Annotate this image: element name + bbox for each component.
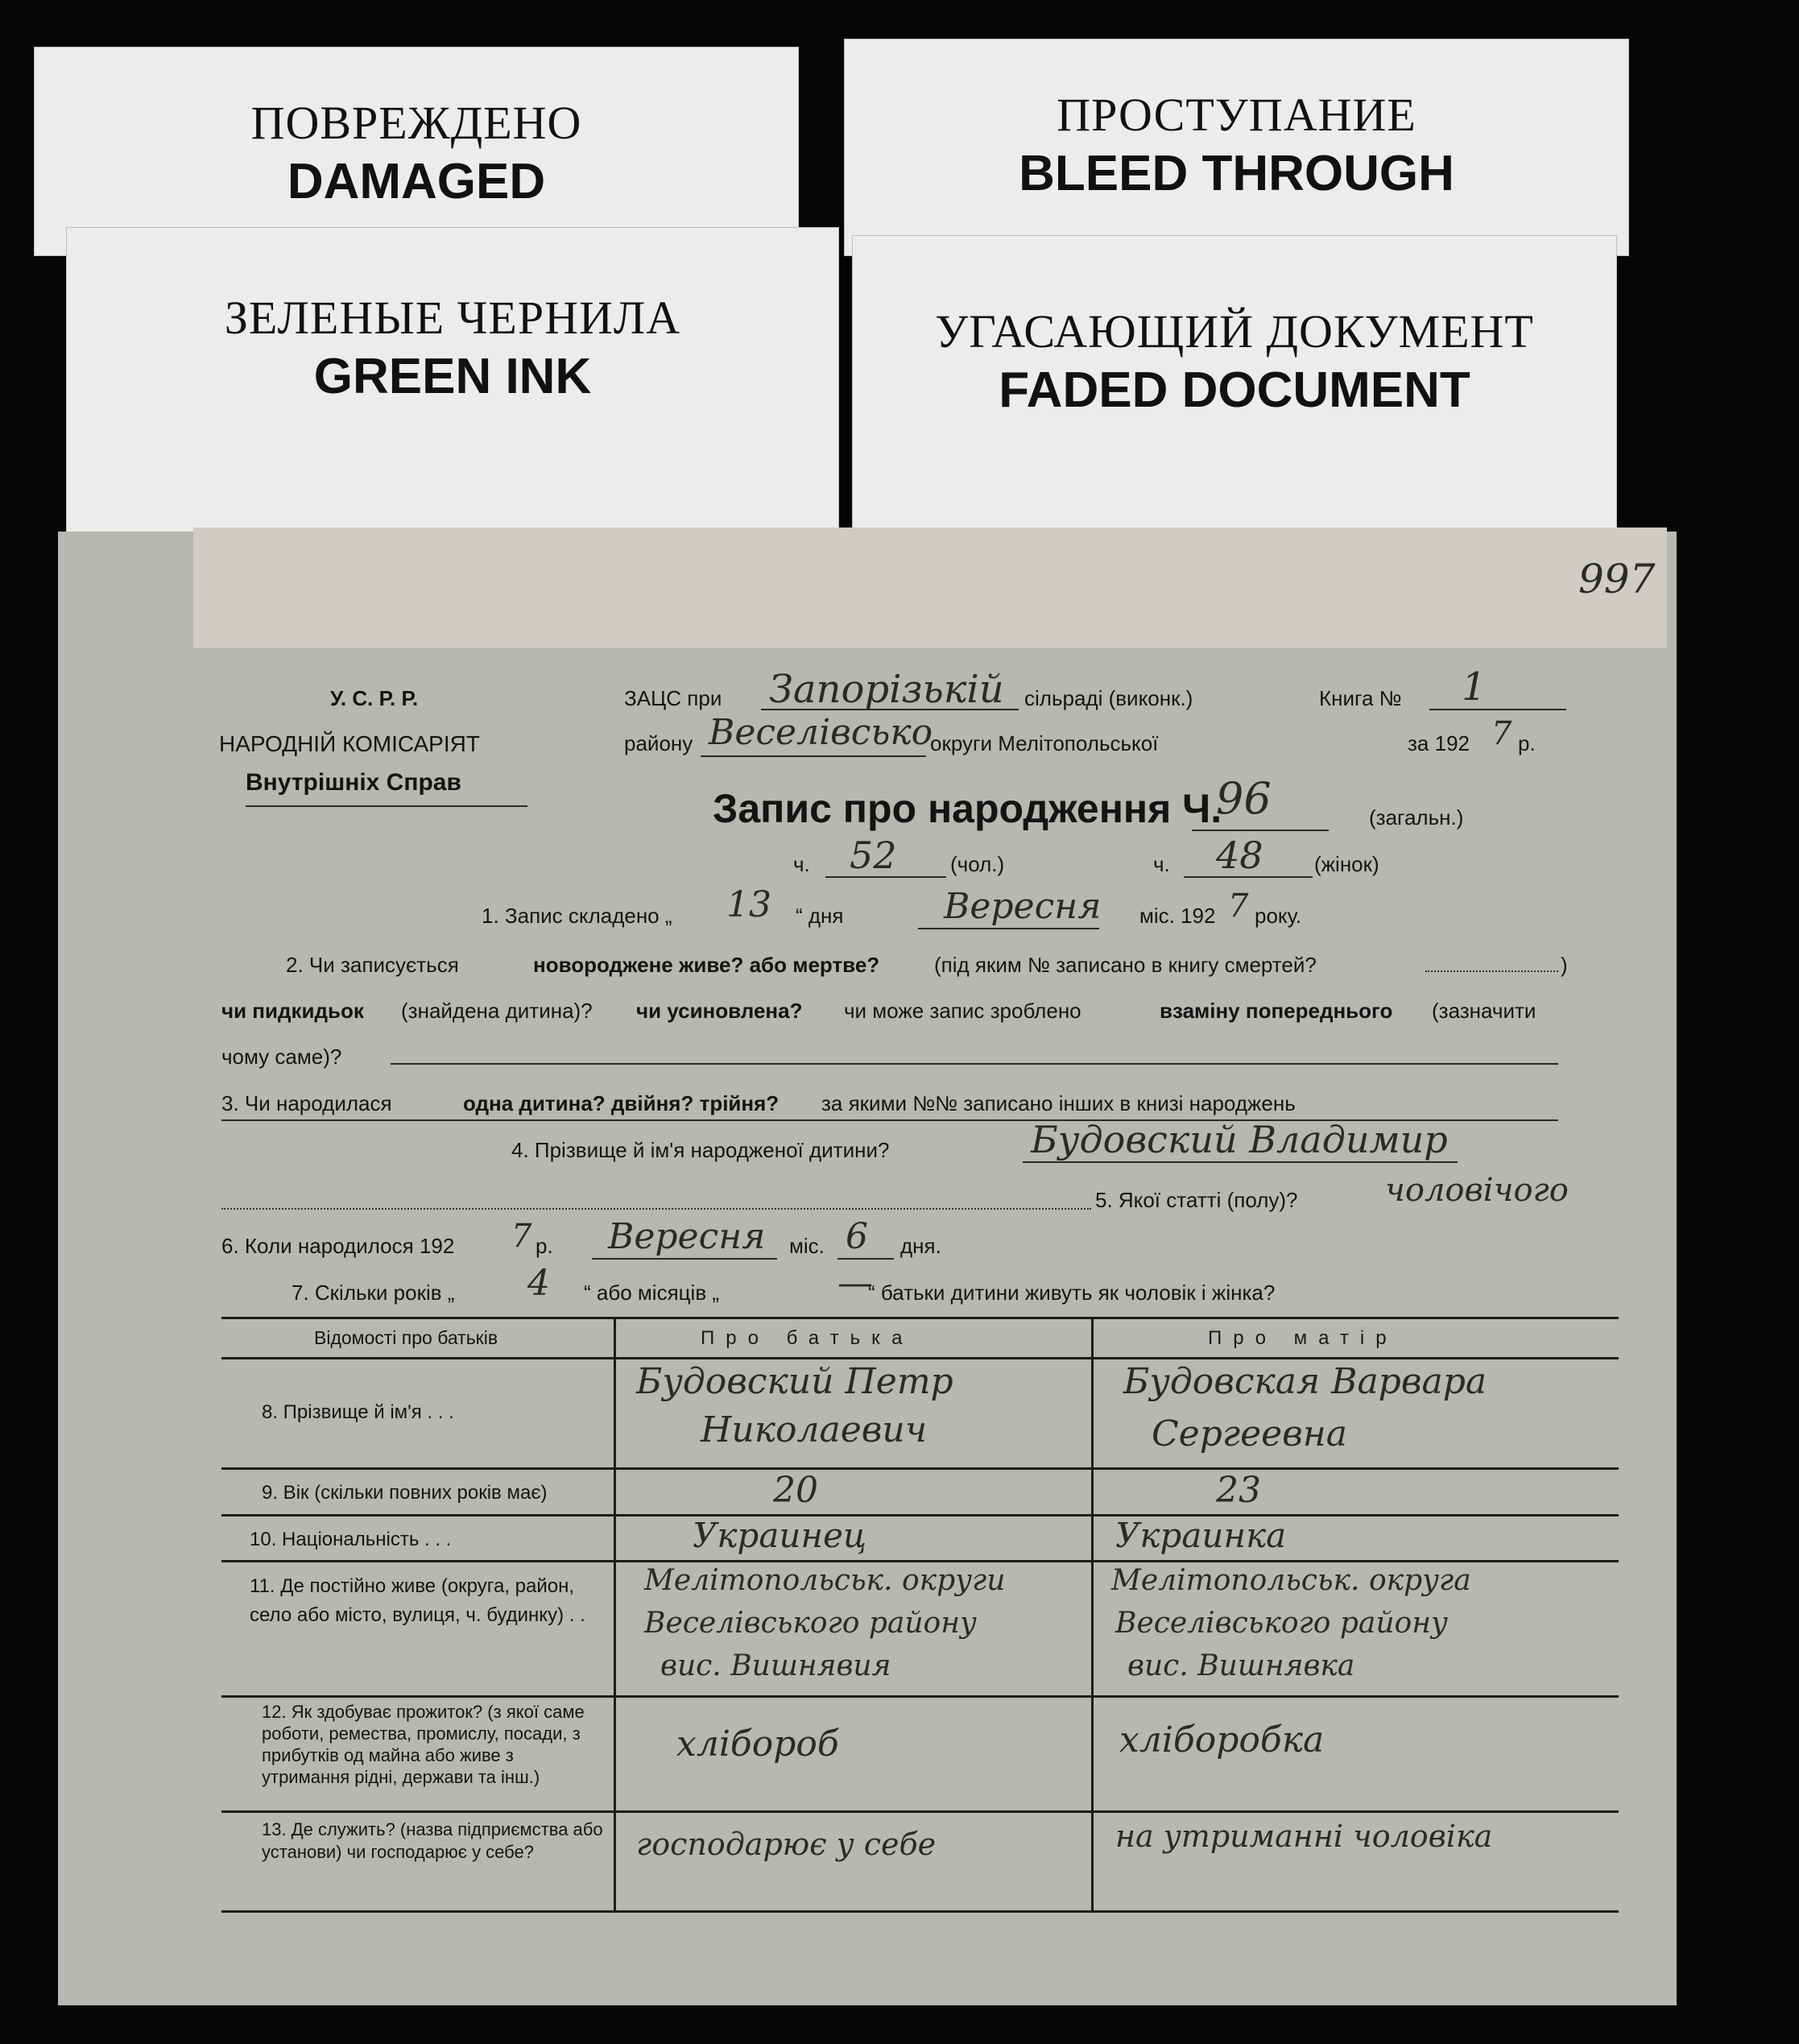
q7-end: “ батьки дитини живуть як чоловік і жінка?	[868, 1281, 1276, 1305]
mother-patronymic: Сергеевна	[1152, 1413, 1348, 1454]
row9-label: 9. Вік (скільки повних років має)	[262, 1482, 548, 1504]
table-bottom-border	[221, 1910, 1619, 1913]
father-surname: Будовский Петр	[636, 1361, 953, 1402]
q2-close-paren: )	[1561, 953, 1568, 977]
district-suffix: округи Мелітопольської	[930, 731, 1159, 755]
q1-day: 13	[726, 884, 771, 925]
damaged-card	[34, 47, 799, 256]
mother-occupation: хліборобка	[1119, 1719, 1325, 1761]
q1-year: 7	[1228, 888, 1249, 925]
q1-mid: “ дня	[796, 904, 844, 928]
q2-foundling: чи пидкидьок	[221, 999, 364, 1023]
sheet-top-strip	[193, 528, 1667, 648]
corner-archive-number: 997	[1578, 556, 1656, 602]
father-residence-line3: вис. Вишнявия	[660, 1649, 891, 1682]
faded-card	[852, 235, 1617, 557]
row13-label: 13. Де служить? (назва підприємства або установи) чи господарює у себе?	[262, 1819, 603, 1862]
table-col-divider-2	[1091, 1317, 1094, 1913]
mother-age: 23	[1216, 1470, 1261, 1511]
birth-month-line	[592, 1258, 777, 1260]
q2-adopted: чи усиновлена?	[636, 999, 803, 1023]
table-header-border	[221, 1357, 1619, 1359]
row10-label: 10. Національність . . .	[250, 1529, 452, 1550]
row-divider-12	[221, 1810, 1619, 1813]
zags-prefix: ЗАЦС при	[624, 686, 722, 710]
green-ink-label-ru: ЗЕЛЕНЫЕ ЧЕРНИЛА	[224, 292, 681, 344]
father-employment: господарює у себе	[636, 1827, 937, 1862]
district-line	[701, 755, 926, 757]
year-prefix: за 192	[1408, 731, 1470, 755]
male-count-number: 52	[850, 834, 897, 877]
child-sex: чоловічого	[1385, 1172, 1569, 1209]
q2-label: 2. Чи записується	[286, 953, 459, 977]
commissariat-label: НАРОДНІЙ КОМІСАРІЯТ	[219, 731, 480, 756]
birth-day-line	[837, 1258, 894, 1260]
damaged-label-en: DAMAGED	[287, 154, 546, 209]
internal-affairs-label: Внутрішніх Справ	[246, 769, 461, 796]
book-number: 1	[1462, 664, 1487, 710]
q1-suffix: міс. 192	[1139, 904, 1216, 928]
damaged-label-ru: ПОВРЕЖДЕНО	[250, 97, 582, 149]
record-title: Запис про народження Ч.	[713, 786, 1222, 831]
record-total-number: 96	[1216, 773, 1272, 824]
total-number-line	[1192, 830, 1329, 831]
marriage-months: —	[837, 1263, 873, 1304]
q3-options: одна дитина? двійня? трійня?	[463, 1091, 780, 1115]
zags-suffix: сільраді (виконк.)	[1024, 686, 1193, 710]
female-count-prefix: ч.	[1153, 852, 1170, 876]
q2-why-line	[391, 1063, 1558, 1065]
col-header-father: Про батька	[701, 1327, 914, 1349]
male-count-prefix: ч.	[793, 852, 810, 876]
district-prefix: району	[624, 731, 693, 755]
q4-label: 4. Прізвище й ім'я народженої дитини?	[511, 1138, 890, 1162]
female-count-line	[1184, 876, 1313, 878]
q3-other-numbers: за якими №№ записано інших в книзі народжень	[821, 1091, 1296, 1115]
q6-day-label: дня.	[900, 1234, 941, 1258]
record-total-suffix: (загальн.)	[1369, 805, 1464, 830]
book-line	[1429, 709, 1566, 710]
marriage-years: 4	[527, 1263, 550, 1304]
zags-village: Запорізькій	[769, 667, 1004, 712]
record-year-digit: 7	[1491, 715, 1512, 752]
ussr-label: У. С. Р. Р.	[330, 686, 419, 710]
row12-label: 12. Як здобуває прожиток? (з якої саме роботи, ремества, промислу, посади, з прибутків од майна або живе з утримання рідні, держави та інш.)	[262, 1702, 585, 1787]
district-name: Веселівсько	[709, 712, 933, 753]
faded-label-en: FADED DOCUMENT	[999, 362, 1470, 418]
birth-year-digit: 7	[511, 1218, 532, 1255]
q6-month-label: міс.	[789, 1234, 825, 1258]
mother-employment: на утриманні чоловіка	[1115, 1818, 1493, 1854]
q2-alive-dead: новороджене живе? або мертве?	[533, 953, 880, 977]
table-top-border	[221, 1317, 1619, 1319]
q5-lead-line	[221, 1208, 1091, 1210]
q6-label: 6. Коли народилося 192	[221, 1234, 455, 1258]
bleed-label-ru: ПРОСТУПАНИЕ	[1057, 89, 1416, 141]
male-count-label: (чол.)	[950, 852, 1005, 876]
row8-label: 8. Прізвище й ім'я . . .	[262, 1401, 454, 1423]
male-count-line	[825, 876, 946, 878]
father-residence-line1: Мелітопольськ. округи	[644, 1564, 1006, 1597]
q7-label: 7. Скільки років „	[292, 1281, 455, 1305]
green-ink-label-en: GREEN INK	[313, 349, 592, 404]
q6-year-suffix: р.	[536, 1234, 553, 1258]
q2-replacement: взаміну попереднього	[1160, 999, 1393, 1023]
mother-nationality: Украинка	[1115, 1516, 1287, 1555]
q2-why: чому саме)?	[221, 1045, 342, 1069]
father-patronymic: Николаевич	[701, 1409, 928, 1450]
zags-village-line	[761, 709, 1019, 710]
year-suffix: р.	[1518, 731, 1536, 755]
bleed-label-en: BLEED THROUGH	[1019, 146, 1454, 201]
q1-month-line	[918, 928, 1099, 929]
q2-death-book: (під яким № записано в книгу смертей?	[934, 953, 1317, 977]
table-col-divider-1	[614, 1317, 616, 1913]
q2-death-book-line	[1425, 970, 1558, 972]
q1-label: 1. Запис складено „	[482, 904, 672, 928]
female-count-label: (жінок)	[1314, 852, 1379, 876]
birth-month: Вересня	[608, 1216, 766, 1257]
father-residence-line2: Веселівського району	[644, 1607, 977, 1640]
q2-specify: (зазначити	[1432, 999, 1536, 1023]
q5-label: 5. Якої статті (полу)?	[1095, 1188, 1298, 1212]
q1-end: року.	[1255, 904, 1302, 928]
q1-month: Вересня	[944, 886, 1102, 927]
row-divider-8	[221, 1467, 1619, 1470]
mother-residence-line3: вис. Вишнявка	[1127, 1649, 1355, 1682]
q2-replacement-question: чи може запис зроблено	[844, 999, 1081, 1023]
faded-label-ru: УГАСАЮЩИЙ ДОКУМЕНТ	[935, 305, 1534, 358]
row-divider-11	[221, 1695, 1619, 1698]
birth-day: 6	[846, 1216, 868, 1257]
row11-label: 11. Де постійно живе (округа, район, село або місто, вулиця, ч. будинку) . .	[250, 1575, 585, 1626]
book-label: Книга №	[1319, 686, 1402, 710]
bleed-card	[844, 39, 1629, 256]
child-name-line	[1023, 1161, 1458, 1163]
father-nationality: Украинец	[693, 1516, 867, 1555]
q3-label: 3. Чи народилася	[221, 1091, 392, 1115]
q2-found-child: (знайдена дитина)?	[401, 999, 593, 1023]
child-name: Будовский Владимир	[1031, 1118, 1448, 1161]
female-count-number: 48	[1216, 834, 1263, 877]
row-divider-10	[221, 1560, 1619, 1562]
row-divider-9	[221, 1514, 1619, 1516]
q7-months-label: “ або місяців „	[584, 1281, 720, 1305]
mother-residence-line2: Веселівського району	[1115, 1607, 1448, 1640]
col-header-parents: Відомості про батьків	[314, 1327, 498, 1348]
father-age: 20	[773, 1470, 818, 1511]
mother-residence-line1: Мелітопольськ. округа	[1111, 1564, 1471, 1597]
col-header-mother: Про матір	[1208, 1327, 1398, 1349]
mother-surname: Будовская Варвара	[1123, 1361, 1487, 1402]
father-occupation: хлібороб	[676, 1723, 839, 1765]
internal-affairs-underline	[246, 805, 527, 807]
